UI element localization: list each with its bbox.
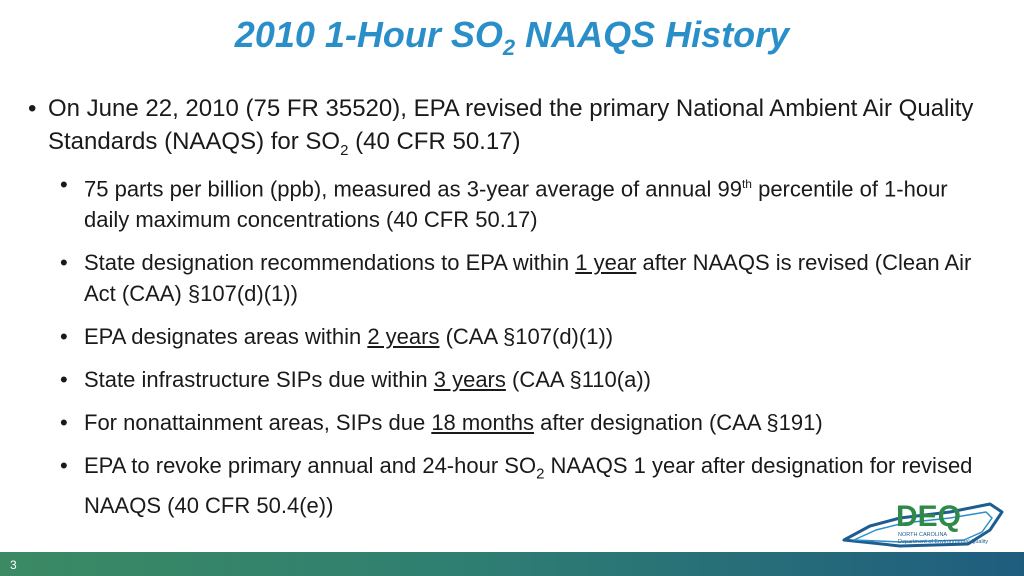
- sub-bullet-revoke-standards: • EPA to revoke primary annual and 24-hour $SO_2$ NAAQS 1 year after designation for revised NAAQS (40 CFR 50.4(e)): [48, 450, 996, 520]
- sub-bullet-nonattainment-sips: • For nonattainment areas, SIPs due 18 months after designation (CAA §191): [48, 407, 996, 438]
- page-number: 3: [10, 558, 17, 572]
- nc-deq-logo: [840, 490, 1010, 550]
- logo-subtitle-state: NORTH CAROLINA: [898, 532, 948, 538]
- bullet-main: • On June 22, 2010 (75 FR 35520), EPA revised the primary National Ambient Air Quality Standards (NAAQS) for $SO_2$ (40 CFR 50.17): [26, 92, 996, 167]
- sub-bullet-epa-designates: • EPA designates areas within 2 years (CAA §107(d)(1)): [48, 321, 996, 352]
- footer-bar: [0, 552, 1024, 576]
- logo-text: DEQ: [896, 500, 962, 533]
- sub-bullet-standard: • 75 parts per billion (ppb), measured as 3-year average of annual 99th percentile of 1-hour daily maximum concentrations (40 CFR 50.17): [48, 169, 996, 235]
- sub-bullet-designation-recommendations: • State designation recommendations to EPA within 1 year after NAAQS is revised (Clean Air Act (CAA) §107(d)(1)): [48, 247, 996, 309]
- slide-body: [26, 92, 996, 521]
- logo-subtitle-dept: Department of Environmental Quality: [898, 539, 989, 545]
- slide-title: 2010 1-Hour $SO_2$ NAAQS History: [234, 14, 790, 61]
- sub-bullet-infrastructure-sips: • State infrastructure SIPs due within 3 years (CAA §110(a)): [48, 364, 996, 395]
